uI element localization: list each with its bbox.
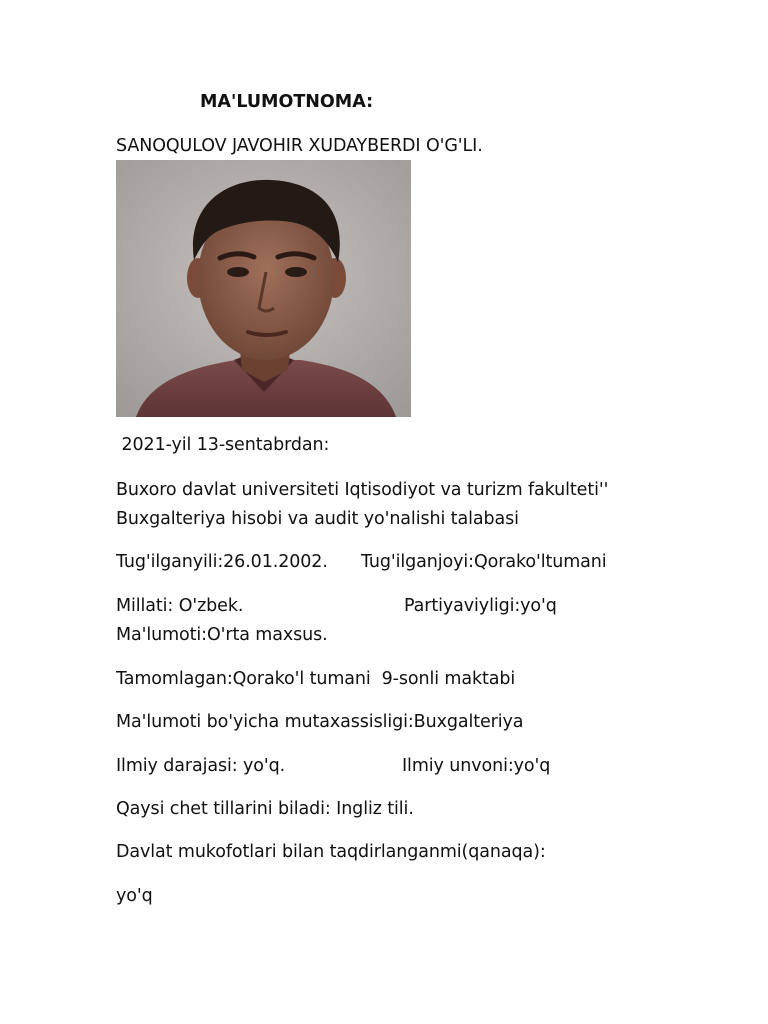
birth-year: Tug'ilganyili:26.01.2002. [116,552,328,572]
academic-row [116,755,676,777]
workplace-line-1: Buxoro davlat universiteti Iqtisodiyot va turizm fakulteti'' [116,480,609,500]
academic-degree: Ilmiy darajasi: yo'q. [116,756,286,776]
education: Ma'lumoti:O'rta maxsus. [116,625,328,645]
document-title: MA'LUMOTNOMA: [200,92,374,112]
party-membership: Partiyaviyligi:yo'q [404,596,557,616]
nationality-row [116,595,676,617]
foreign-languages: Qaysi chet tillarini biladi: Ingliz tili. [116,799,414,819]
workplace-line-2: Buxgalteriya hisobi va audit yo'nalishi talabasi [116,509,519,529]
birth-place: Tug'ilganjoyi:Qorako'ltumani [361,552,607,572]
since-date: 2021-yil 13-sentabrdan: [116,435,330,455]
academic-title: Ilmiy unvoni:yo'q [402,756,551,776]
specialty: Ma'lumoti bo'yicha mutaxassisligi:Buxgalteriya [116,712,524,732]
portrait-photo [116,160,411,417]
nationality: Millati: O'zbek. [116,596,244,616]
graduated-school: Tamomlagan:Qorako'l tumani 9-sonli maktabi [116,669,516,689]
full-name: SANOQULOV JAVOHIR XUDAYBERDI O'G'LI. [116,136,483,156]
birth-row [116,551,676,573]
awards-answer: yo'q [116,886,153,906]
awards-question: Davlat mukofotlari bilan taqdirlanganmi(qanaqa): [116,842,546,862]
